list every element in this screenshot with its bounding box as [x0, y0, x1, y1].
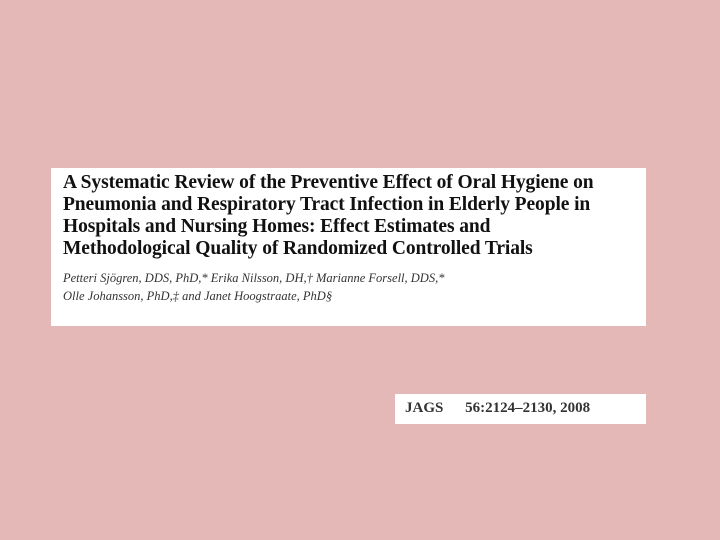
- article-authors: [63, 269, 636, 305]
- author-line: Olle Johansson, PhD,‡ and Janet Hoogstraate, PhD§: [63, 289, 333, 303]
- citation-reference: 56:2124–2130, 2008: [465, 400, 591, 416]
- citation-card: [395, 394, 646, 424]
- journal-name: JAGS: [405, 400, 444, 416]
- title-line: A Systematic Review of the Preventive Effect of Oral Hygiene on: [63, 172, 594, 193]
- title-line: Pneumonia and Respiratory Tract Infection in Elderly People in: [63, 194, 591, 215]
- article-title: [63, 172, 636, 260]
- author-line: Petteri Sjögren, DDS, PhD,* Erika Nilsson, DH,† Marianne Forsell, DDS,*: [63, 271, 445, 285]
- article-title-card: [51, 168, 646, 326]
- title-line: Methodological Quality of Randomized Controlled Trials: [63, 238, 533, 259]
- title-line: Hospitals and Nursing Homes: Effect Estimates and: [63, 216, 491, 237]
